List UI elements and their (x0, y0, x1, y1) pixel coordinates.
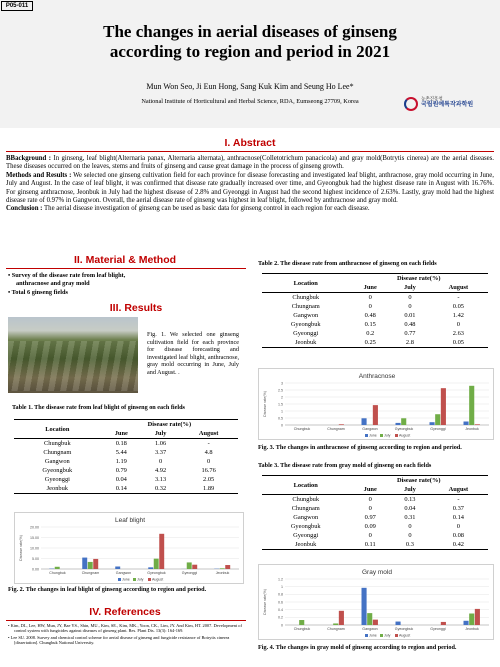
row-location-cell: Chungnam (43, 449, 72, 456)
rate-cell: 0.14 (452, 514, 464, 521)
row-location-cell: Gyeongbuk (290, 523, 321, 530)
x-tick-label: Chungnam (327, 427, 345, 431)
logo-emblem-icon (404, 97, 418, 111)
bar-july (88, 562, 93, 569)
table3-caption: Table 3. The disease rate from gray mold of ginseng on each fields (258, 462, 432, 469)
col-disease-rate: Disease rate(%) (349, 476, 488, 486)
row-location-cell: Jeonbuk (14, 484, 101, 494)
y-tick-label: 20.00 (30, 525, 39, 530)
row-location-cell: Gyeongbuk (42, 467, 73, 474)
table2-caption: Table 2. The disease rate from anthracnose of ginseng on each fields (258, 260, 437, 267)
bar-august (225, 565, 230, 569)
x-tick-label: Chungnam (327, 627, 345, 631)
y-tick-label: 15.00 (30, 535, 39, 540)
rate-cell: 0.01 (404, 312, 416, 319)
table-row (262, 531, 488, 540)
background-text: In ginseng, leaf blight(Alternaria panax, Alternaria alternata), anthracnose(Colletotrichum panacicola) and gray mold(Botrytis cinerea) are the aerial diseases. These diseases occurred on the leaves, stems and fruits of ginseng and cause great damage in the process of ginseng growth. (6, 155, 494, 171)
chart-title: Leaf blight (115, 517, 145, 524)
legend-swatch (118, 578, 121, 581)
bar-july (220, 568, 225, 569)
table-row (262, 320, 488, 329)
abstract-body (6, 155, 494, 214)
legend-label: July (384, 433, 391, 438)
bar-august (373, 405, 378, 425)
rate-cell: 1.06 (154, 440, 167, 447)
chart-title: Gray mold (362, 569, 392, 576)
rate-cell: 0.14 (101, 484, 142, 494)
y-tick-label: 0.4 (278, 607, 283, 612)
reference-item: • Lee SU. 2008. Survey and chemical control scheme for aerial disease of ginseng and fungicide resistance of Botrytis cinerea [dissertation]. Chungbuk National University. (8, 634, 230, 646)
rate-cell: 4.92 (154, 467, 167, 474)
legend-label: August (399, 433, 411, 438)
bar-june (148, 567, 153, 569)
rate-cell: 1.42 (452, 312, 464, 319)
row-location-cell: Gangwon (293, 312, 319, 319)
table-row (262, 293, 488, 303)
logo-small-text: 농촌진흥청 (421, 96, 443, 101)
legend-swatch (395, 434, 398, 437)
y-tick-label: 5.00 (32, 556, 39, 561)
legend-label: August (399, 633, 411, 638)
rate-cell: 1.89 (179, 484, 238, 494)
row-location-cell: Chungbuk (292, 294, 320, 301)
table-row (14, 466, 238, 475)
y-tick-label: 0.2 (278, 615, 283, 620)
rate-cell: - (457, 294, 460, 301)
rate-cell: 0 (207, 458, 211, 465)
bar-august (93, 559, 98, 569)
col-july: July (391, 485, 429, 495)
section-divider (6, 151, 494, 152)
rate-cell: 0.09 (364, 523, 376, 530)
rate-cell: 1.19 (115, 458, 127, 465)
rate-cell: 0 (408, 523, 412, 530)
y-tick-label: 1 (281, 584, 283, 589)
rate-cell: 0.05 (452, 303, 464, 310)
rate-cell: 5.44 (115, 449, 127, 456)
section-divider (6, 620, 246, 621)
rate-cell: 0.13 (404, 496, 416, 503)
bar-july (367, 613, 372, 625)
table-row (14, 448, 238, 457)
table-row (262, 540, 488, 550)
section-divider (6, 268, 246, 269)
y-tick-label: 10.00 (30, 546, 39, 551)
bar-august (441, 388, 446, 425)
col-location: Location (262, 274, 349, 293)
bar-august (441, 622, 446, 625)
rate-cell: 0 (368, 505, 372, 512)
rate-cell: 0 (456, 321, 460, 328)
table-row (14, 457, 238, 466)
y-tick-label: 0.5 (278, 416, 283, 421)
rate-cell: 0 (408, 303, 412, 310)
y-tick-label: 0 (281, 423, 283, 428)
bar-june (396, 622, 401, 625)
row-location-cell: Gangwon (293, 514, 319, 521)
rate-cell: 0.18 (115, 440, 127, 447)
poster-title (60, 22, 440, 62)
row-location-cell: Gyeonggi (44, 476, 70, 483)
rate-cell: - (457, 496, 460, 503)
fig2-caption: Fig. 2. The changes in leaf blight of ginseng according to region and period. (8, 586, 207, 593)
rate-cell: 0.08 (452, 532, 464, 539)
methods-label: Methods and Results : (6, 171, 72, 179)
col-june: June (349, 485, 391, 495)
fig3-caption: Fig. 3. The changes in anthracnose of ginseng according to region and period. (258, 444, 462, 451)
row-location-cell: Gyeonggi (293, 330, 319, 337)
bar-june (464, 422, 469, 426)
y-tick-label: 0.00 (32, 567, 39, 572)
chart-title: Anthracnose (358, 373, 396, 380)
x-tick-label: Gyeonggi (430, 627, 446, 631)
bar-august (192, 565, 197, 569)
bar-july (55, 567, 60, 569)
fig3-anthracnose-chart (258, 368, 494, 440)
x-tick-label: Gyeongbuk (394, 627, 414, 631)
fig4-gray-mold-chart (258, 564, 494, 640)
row-location-cell: Gangwon (44, 458, 70, 465)
legend-swatch (365, 634, 368, 637)
col-august: August (429, 283, 488, 293)
rate-cell: 0 (368, 532, 372, 539)
col-june: June (101, 429, 142, 439)
y-axis-label: Disease rate(%) (263, 589, 267, 615)
table2-anthracnose (262, 273, 488, 348)
reference-item: • Kim, DL, Lee, HW, Mun, JY, Bae YS., Shin, MU., Kim, SE., Kim, MK., Yoon, CK., Lim, JY. And Kim, HT. 2007. Development of control system with fungicides against diseases of ginseng plant. Res. Plant Dis. 13(3): 164-169. (8, 623, 242, 634)
rate-cell: 0.48 (404, 321, 416, 328)
table-row (262, 513, 488, 522)
authors: Mun Won Seo, Ji Eun Hong, Sang Kuk Kim and Seung Ho Lee* (146, 82, 354, 91)
bar-july (154, 559, 159, 569)
col-june: June (349, 283, 391, 293)
x-tick-label: Chungbuk (293, 627, 311, 631)
x-tick-label: Jeonbuk (215, 571, 230, 575)
col-july: July (391, 283, 429, 293)
rate-cell: 0.48 (364, 312, 376, 319)
legend-swatch (380, 434, 383, 437)
x-tick-label: Gangwon (115, 571, 132, 575)
bar-august (339, 611, 344, 625)
row-location-cell: Jeonbuk (262, 338, 349, 348)
rate-cell: 0 (368, 294, 372, 301)
table-row (14, 439, 238, 449)
y-tick-label: 1 (281, 409, 283, 414)
legend-swatch (148, 578, 151, 581)
rate-cell: - (207, 440, 210, 447)
bar-august (373, 620, 378, 625)
rate-cell: 0 (408, 532, 412, 539)
y-tick-label: 0.8 (278, 592, 283, 597)
y-tick-label: 0.6 (278, 600, 283, 605)
bar-june (430, 422, 435, 425)
rate-cell: 0.77 (404, 330, 416, 337)
rate-cell: 4.8 (204, 449, 213, 456)
y-tick-label: 1.2 (278, 577, 283, 582)
row-location-cell: Gyeongbuk (290, 321, 321, 328)
col-disease-rate: Disease rate(%) (101, 420, 238, 430)
col-disease-rate: Disease rate(%) (349, 274, 488, 284)
bar-june (464, 621, 469, 625)
y-axis-label: Disease rate(%) (19, 535, 23, 561)
legend-label: June (369, 433, 377, 438)
row-location-cell: Gyeonggi (293, 532, 319, 539)
institute-logo (404, 96, 474, 114)
rate-cell: 0.37 (452, 505, 464, 512)
legend-swatch (365, 434, 368, 437)
row-location-cell: Chungbuk (292, 496, 320, 503)
rate-cell: 16.76 (201, 467, 216, 474)
y-tick-label: 0 (281, 623, 283, 628)
section-references-title: IV. References (89, 606, 161, 618)
table1-caption: Table 1. The disease rate from leaf blight of ginseng on each fields (12, 404, 185, 411)
row-location-cell: Chungbuk (44, 440, 71, 447)
references-list (8, 623, 246, 647)
rate-cell: 0 (158, 458, 163, 465)
col-august: August (179, 429, 238, 439)
bar-july (187, 562, 192, 569)
table-row (14, 475, 238, 484)
title-line-2: according to region and period in 2021 (109, 42, 391, 61)
bar-june (82, 558, 87, 569)
y-tick-label: 1.5 (278, 402, 283, 407)
x-tick-label: Gyeonggi (430, 427, 446, 431)
method-bullet-list (8, 272, 148, 298)
table-row (262, 522, 488, 531)
rate-cell: 0.15 (364, 321, 376, 328)
x-tick-label: Gangwon (362, 627, 378, 631)
table-row (262, 495, 488, 505)
bar-july (435, 414, 440, 425)
bar-august (339, 424, 344, 425)
table-row (262, 329, 488, 338)
col-location: Location (14, 420, 101, 439)
rate-cell: 0.97 (364, 514, 376, 521)
rate-cell: 0.32 (142, 484, 179, 494)
rate-cell: 3.13 (154, 476, 167, 483)
table-row (262, 338, 488, 348)
rate-cell: 0 (456, 523, 460, 530)
row-location-cell: Chungnam (291, 505, 320, 512)
fig4-caption: Fig. 4. The changes in gray mold of ginseng according to region and period. (258, 644, 457, 651)
legend-swatch (133, 578, 136, 581)
y-tick-label: 2.5 (278, 388, 283, 393)
table3-gray-mold (262, 475, 488, 550)
conclusion-text: The aerial disease investigation of ginseng can be used as basic data for ginseng control in each region for each disease. (42, 205, 370, 213)
rate-cell: 0.11 (349, 540, 391, 550)
fig2-leaf-blight-chart (14, 512, 244, 584)
poster-id-badge: P05-011 (1, 1, 33, 11)
rate-cell: 0.05 (429, 338, 488, 348)
bar-june (396, 423, 401, 425)
x-tick-label: Gyeongbuk (394, 427, 414, 431)
affiliation: National Institute of Horticultural and Herbal Science, RDA, Eumseong 27709, Korea (141, 98, 359, 105)
logo-name-text: 국립원예특작과학원 (421, 102, 474, 108)
rate-cell: 0.04 (404, 505, 416, 512)
rate-cell: 0.42 (429, 540, 488, 550)
method-bullet: • Total 6 ginseng fields (8, 289, 68, 296)
legend-label: July (384, 633, 391, 638)
table1-leaf-blight (14, 419, 238, 494)
rate-cell: 2.05 (203, 476, 215, 483)
bar-june (362, 588, 367, 625)
rate-cell: 0.04 (115, 476, 127, 483)
legend-label: June (369, 633, 377, 638)
col-august: August (429, 485, 488, 495)
bar-august (159, 534, 164, 569)
bar-july (469, 386, 474, 425)
legend-label: June (122, 577, 130, 582)
section-material-title: II. Material & Method (73, 254, 177, 266)
table-row (262, 311, 488, 320)
conclusion-label: Conclusion : (6, 205, 43, 213)
table-row (262, 302, 488, 311)
background-label: BBackground : (6, 155, 51, 162)
section-abstract-title: I. Abstract (224, 137, 276, 149)
bar-july (401, 418, 406, 425)
section-results-title: III. Results (109, 302, 163, 314)
x-tick-label: Jeonbuk (465, 627, 479, 631)
method-bullet: • Survey of the disease rate from leaf blight, anthracnose and gray mold (8, 272, 126, 287)
rate-cell: 2.63 (452, 330, 464, 337)
rate-cell: 3.37 (154, 449, 167, 456)
x-tick-label: Chungbuk (293, 427, 311, 431)
bar-july (333, 623, 338, 625)
rate-cell: 0.3 (391, 540, 429, 550)
rate-cell: 0.31 (404, 514, 416, 521)
rate-cell: 0.2 (366, 330, 375, 337)
y-axis-label: Disease rate(%) (263, 391, 267, 417)
col-july: July (142, 429, 179, 439)
y-tick-label: 3 (281, 381, 283, 386)
x-tick-label: Gyeonggi (181, 571, 198, 575)
rate-cell: 2.8 (391, 338, 429, 348)
rate-cell: 0.79 (115, 467, 127, 474)
x-tick-label: Chungnam (81, 571, 100, 575)
rate-cell: 0 (368, 496, 372, 503)
ginseng-field-photo (8, 317, 138, 393)
bar-august (475, 609, 480, 625)
bar-june (115, 567, 120, 569)
rate-cell: 0.25 (349, 338, 391, 348)
legend-swatch (395, 634, 398, 637)
bar-august (475, 424, 480, 425)
table-row (262, 504, 488, 513)
methods-text: We selected one ginseng cultivation field for each province for disease forecasting and investigated leaf blight, anthracnose, gray mold occurring in June, July and August. In the case of leaf blight, it was confirmed that disease rate gradually increased over time, and Gyeongbuk had the highest disease rate in August with 16.76%. For ginseng anthracnose, Jeonbuk in July had the highest disease of 2.8% and Gyeonggi in August had the second highest incidence of 2.63%. Lastly, gray mold had the highest disease rate of 0.97% in Gangwon. Overall, the aerial disease rate of ginseng was highest in leaf blight, followed by anthracnose and gray mold. (6, 171, 494, 205)
bar-june (362, 418, 367, 425)
rate-cell: 0 (368, 303, 372, 310)
rate-cell: 0 (408, 294, 412, 301)
legend-swatch (380, 634, 383, 637)
col-location: Location (262, 476, 349, 495)
title-line-1: The changes in aerial diseases of ginseng (103, 22, 397, 41)
table-row (14, 484, 238, 494)
x-tick-label: Gangwon (362, 427, 378, 431)
fig1-caption: Fig. 1. We selected one ginseng cultivation field for each province for disease forecasting and investigated leaf blight, anthracnose, gray mold occurring in June, July and August. . (147, 331, 239, 376)
legend-label: July (137, 577, 144, 582)
row-location-cell: Chungnam (291, 303, 320, 310)
y-tick-label: 2 (281, 395, 283, 400)
x-tick-label: Jeonbuk (465, 427, 479, 431)
row-location-cell: Jeonbuk (262, 540, 349, 550)
bar-july (299, 620, 304, 625)
legend-label: August (152, 577, 164, 582)
bar-july (469, 614, 474, 626)
x-tick-label: Chungbuk (49, 571, 66, 575)
x-tick-label: Gyeongbuk (147, 571, 166, 575)
